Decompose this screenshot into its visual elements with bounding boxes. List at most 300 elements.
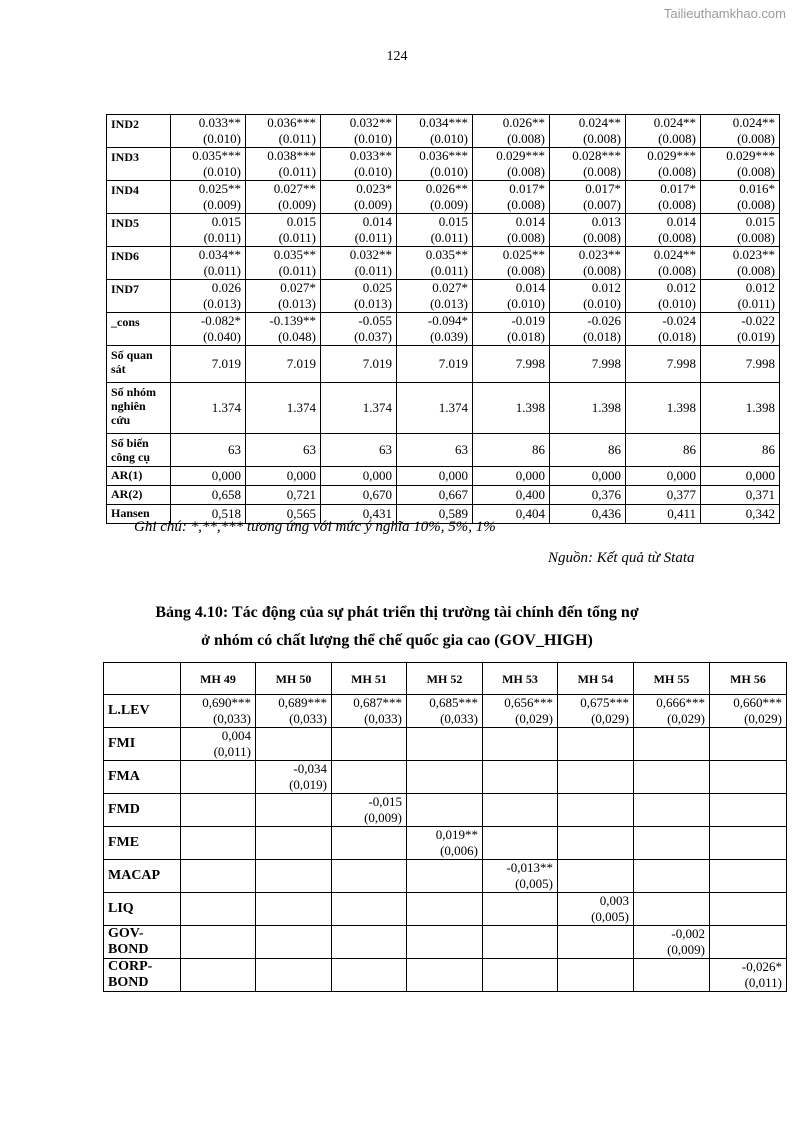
coef-cell <box>246 313 321 346</box>
std-error: (0.010) <box>430 131 468 146</box>
coef-cell <box>332 959 407 992</box>
coef-cell <box>181 728 256 761</box>
coef-cell <box>332 827 407 860</box>
coef-cell <box>332 860 407 893</box>
regression-table-continued <box>106 114 780 524</box>
coef-cell <box>701 115 780 148</box>
stat-value: 0,411 <box>626 505 701 524</box>
coef-value: 0.026** <box>425 181 468 196</box>
row-label: Số quan sát <box>107 346 171 383</box>
coef-cell <box>710 794 787 827</box>
coef-cell <box>256 728 332 761</box>
coef-value: 0.012 <box>745 280 775 295</box>
stat-value: 0,431 <box>321 505 397 524</box>
coef-cell <box>558 728 634 761</box>
std-error: (0.013) <box>278 296 316 311</box>
coef-value: 0.015 <box>211 214 241 229</box>
row-label: FMD <box>104 794 181 827</box>
coef-cell <box>710 926 787 959</box>
coef-cell <box>407 827 483 860</box>
coef-cell <box>181 926 256 959</box>
std-error: (0,033) <box>364 711 402 726</box>
std-error: (0.011) <box>203 230 241 245</box>
table-row <box>104 728 787 761</box>
stat-value: 0,000 <box>171 467 246 486</box>
stat-row <box>107 486 780 505</box>
row-label: GOV-BOND <box>104 926 181 959</box>
coef-cell <box>397 181 473 214</box>
table-caption-line2: ở nhóm có chất lượng thể chế quốc gia cao (GOV_HIGH) <box>201 632 593 649</box>
row-label: IND4 <box>107 181 171 214</box>
coef-cell <box>483 827 558 860</box>
coef-value: 0.033** <box>349 148 392 163</box>
row-label: MACAP <box>104 860 181 893</box>
coef-cell <box>407 893 483 926</box>
coef-cell <box>558 893 634 926</box>
coef-cell <box>550 148 626 181</box>
stat-row <box>107 346 780 383</box>
coef-cell <box>483 695 558 728</box>
std-error: (0.008) <box>658 197 696 212</box>
row-label: Số nhóm nghiên cứu <box>107 383 171 434</box>
coef-cell <box>171 214 246 247</box>
coef-cell <box>407 695 483 728</box>
stat-value: 7.019 <box>321 346 397 383</box>
coef-value: 0.025 <box>362 280 392 295</box>
coef-cell <box>634 695 710 728</box>
table-row <box>104 761 787 794</box>
coef-value: -0,026* <box>741 959 782 974</box>
std-error: (0.008) <box>737 164 775 179</box>
coef-value: -0.055 <box>358 313 392 328</box>
coef-cell <box>626 247 701 280</box>
coef-cell <box>256 761 332 794</box>
coef-cell <box>321 313 397 346</box>
coef-cell <box>710 860 787 893</box>
std-error: (0.007) <box>583 197 621 212</box>
table-row <box>104 893 787 926</box>
coef-cell <box>634 860 710 893</box>
row-label: FME <box>104 827 181 860</box>
stat-value: 0,404 <box>473 505 550 524</box>
coef-cell <box>171 181 246 214</box>
std-error: (0.011) <box>278 263 316 278</box>
coef-value: -0,015 <box>368 794 402 809</box>
coef-value: 0.029*** <box>726 148 775 163</box>
std-error: (0.011) <box>430 263 468 278</box>
stat-value: 1.374 <box>171 383 246 434</box>
row-label: Hansen <box>107 505 171 524</box>
coef-cell <box>626 115 701 148</box>
coef-cell <box>550 280 626 313</box>
coef-cell <box>246 214 321 247</box>
coef-cell <box>473 214 550 247</box>
coef-cell <box>550 181 626 214</box>
coef-value: 0.029*** <box>496 148 545 163</box>
coef-value: 0,685*** <box>429 695 478 710</box>
coef-cell <box>626 313 701 346</box>
coef-value: 0.023** <box>732 247 775 262</box>
coef-cell <box>710 695 787 728</box>
row-label: FMA <box>104 761 181 794</box>
row-label: IND2 <box>107 115 171 148</box>
std-error: (0.011) <box>278 164 316 179</box>
coef-cell <box>473 181 550 214</box>
coef-cell <box>397 148 473 181</box>
coef-cell <box>473 115 550 148</box>
std-error: (0,029) <box>515 711 553 726</box>
std-error: (0.011) <box>430 230 468 245</box>
coef-cell <box>256 959 332 992</box>
coef-value: 0.034*** <box>419 115 468 130</box>
std-error: (0,011) <box>213 744 251 759</box>
coef-cell <box>332 761 407 794</box>
std-error: (0,005) <box>591 909 629 924</box>
coef-cell <box>181 893 256 926</box>
stat-value: 0,342 <box>701 505 780 524</box>
coef-value: -0,002 <box>671 926 705 941</box>
stat-value: 0,400 <box>473 486 550 505</box>
std-error: (0.018) <box>507 329 545 344</box>
table-row <box>107 214 780 247</box>
page-number: 124 <box>386 49 408 64</box>
stat-value: 0,721 <box>246 486 321 505</box>
coef-cell <box>332 926 407 959</box>
row-label: AR(2) <box>107 486 171 505</box>
row-label: CORP-BOND <box>104 959 181 992</box>
stat-value: 86 <box>701 434 780 467</box>
coef-cell <box>483 926 558 959</box>
std-error: (0.008) <box>583 131 621 146</box>
stat-value: 86 <box>473 434 550 467</box>
coef-cell <box>634 893 710 926</box>
std-error: (0,033) <box>213 711 251 726</box>
coef-cell <box>558 959 634 992</box>
row-label: Số biến công cụ <box>107 434 171 467</box>
std-error: (0.009) <box>354 197 392 212</box>
coef-value: -0.082* <box>200 313 241 328</box>
column-header: MH 53 <box>483 663 558 695</box>
std-error: (0.010) <box>203 131 241 146</box>
coef-cell <box>701 247 780 280</box>
coef-cell <box>256 926 332 959</box>
coef-cell <box>634 959 710 992</box>
table-note: Ghi chú: *,**,*** tương ứng với mức ý nghĩa 10%, 5%, 1% <box>134 519 496 535</box>
std-error: (0.037) <box>354 329 392 344</box>
std-error: (0.010) <box>203 164 241 179</box>
coef-value: 0.017* <box>585 181 621 196</box>
coef-cell <box>710 893 787 926</box>
stat-value: 63 <box>246 434 321 467</box>
gov-high-regression-table <box>103 662 787 992</box>
coef-cell <box>171 313 246 346</box>
coef-cell <box>256 893 332 926</box>
std-error: (0.008) <box>658 131 696 146</box>
stat-value: 0,518 <box>171 505 246 524</box>
coef-cell <box>558 860 634 893</box>
coef-value: 0,003 <box>599 893 629 908</box>
coef-cell <box>701 148 780 181</box>
row-label: LIQ <box>104 893 181 926</box>
std-error: (0,009) <box>667 942 705 957</box>
std-error: (0.039) <box>430 329 468 344</box>
std-error: (0,029) <box>744 711 782 726</box>
coef-cell <box>473 148 550 181</box>
coef-cell <box>321 247 397 280</box>
coef-value: 0.036*** <box>419 148 468 163</box>
std-error: (0.011) <box>354 263 392 278</box>
coef-value: -0.094* <box>427 313 468 328</box>
table-row <box>104 926 787 959</box>
coef-cell <box>710 959 787 992</box>
coef-value: 0.027** <box>273 181 316 196</box>
std-error: (0.010) <box>583 296 621 311</box>
coef-cell <box>550 115 626 148</box>
row-label: IND7 <box>107 280 171 313</box>
std-error: (0.010) <box>354 131 392 146</box>
coef-value: 0.025** <box>198 181 241 196</box>
stat-value: 63 <box>397 434 473 467</box>
row-label: IND3 <box>107 148 171 181</box>
coef-cell <box>483 860 558 893</box>
std-error: (0.010) <box>658 296 696 311</box>
coef-value: 0,666*** <box>656 695 705 710</box>
table-row <box>107 280 780 313</box>
column-header: MH 51 <box>332 663 407 695</box>
stat-value: 7.998 <box>473 346 550 383</box>
std-error: (0,033) <box>440 711 478 726</box>
coef-cell <box>256 695 332 728</box>
coef-value: 0,675*** <box>580 695 629 710</box>
coef-cell <box>710 728 787 761</box>
std-error: (0.008) <box>658 263 696 278</box>
coef-cell <box>321 115 397 148</box>
std-error: (0.008) <box>737 230 775 245</box>
stat-value: 1.374 <box>397 383 473 434</box>
coef-value: 0.027* <box>432 280 468 295</box>
stat-row <box>107 467 780 486</box>
coef-value: 0.028*** <box>572 148 621 163</box>
row-label: IND5 <box>107 214 171 247</box>
coef-cell <box>246 181 321 214</box>
coef-cell <box>256 860 332 893</box>
coef-value: -0.019 <box>511 313 545 328</box>
row-label: _cons <box>107 313 171 346</box>
std-error: (0.018) <box>658 329 696 344</box>
std-error: (0,033) <box>289 711 327 726</box>
coef-value: 0.029*** <box>647 148 696 163</box>
table-row <box>104 695 787 728</box>
coef-cell <box>407 761 483 794</box>
std-error: (0,009) <box>364 810 402 825</box>
coef-cell <box>181 959 256 992</box>
coef-value: 0.032** <box>349 247 392 262</box>
coef-value: 0,660*** <box>733 695 782 710</box>
table-source: Nguồn: Kết quả từ Stata <box>548 550 695 566</box>
coef-cell <box>626 280 701 313</box>
std-error: (0.008) <box>658 164 696 179</box>
coef-cell <box>321 280 397 313</box>
table-row <box>104 959 787 992</box>
coef-cell <box>397 280 473 313</box>
coef-cell <box>710 827 787 860</box>
std-error: (0,019) <box>289 777 327 792</box>
std-error: (0.008) <box>507 131 545 146</box>
coef-cell <box>246 280 321 313</box>
std-error: (0.008) <box>583 263 621 278</box>
coef-cell <box>483 893 558 926</box>
std-error: (0.008) <box>737 263 775 278</box>
coef-cell <box>181 695 256 728</box>
column-header: MH 52 <box>407 663 483 695</box>
coef-value: 0.023** <box>578 247 621 262</box>
coef-value: 0.035*** <box>192 148 241 163</box>
coef-value: 0.015 <box>745 214 775 229</box>
table-row <box>107 181 780 214</box>
coef-cell <box>626 181 701 214</box>
std-error: (0.013) <box>354 296 392 311</box>
stat-value: 1.398 <box>550 383 626 434</box>
stat-value: 0,000 <box>626 467 701 486</box>
coef-cell <box>634 761 710 794</box>
coef-value: 0,656*** <box>504 695 553 710</box>
coef-cell <box>332 794 407 827</box>
stat-value: 1.398 <box>626 383 701 434</box>
stat-value: 63 <box>321 434 397 467</box>
stat-value: 0,565 <box>246 505 321 524</box>
coef-value: 0.012 <box>666 280 696 295</box>
coef-cell <box>332 695 407 728</box>
coef-cell <box>558 926 634 959</box>
coef-cell <box>321 214 397 247</box>
column-header: MH 50 <box>256 663 332 695</box>
stat-value: 0,000 <box>246 467 321 486</box>
coef-cell <box>558 761 634 794</box>
coef-value: 0.035** <box>273 247 316 262</box>
coef-cell <box>550 214 626 247</box>
std-error: (0,011) <box>744 975 782 990</box>
std-error: (0.009) <box>203 197 241 212</box>
coef-cell <box>256 794 332 827</box>
coef-cell <box>701 313 780 346</box>
std-error: (0.008) <box>583 230 621 245</box>
stat-value: 0,436 <box>550 505 626 524</box>
table-row <box>104 860 787 893</box>
coef-cell <box>473 247 550 280</box>
stat-value: 86 <box>626 434 701 467</box>
row-label: FMI <box>104 728 181 761</box>
std-error: (0.013) <box>203 296 241 311</box>
coef-value: 0.013 <box>591 214 621 229</box>
coef-value: 0.024** <box>732 115 775 130</box>
stat-value: 0,000 <box>701 467 780 486</box>
row-label: AR(1) <box>107 467 171 486</box>
stat-value: 0,589 <box>397 505 473 524</box>
stat-value: 0,000 <box>397 467 473 486</box>
stat-value: 7.019 <box>397 346 473 383</box>
coef-cell <box>634 926 710 959</box>
column-header: MH 54 <box>558 663 634 695</box>
coef-value: 0.017* <box>660 181 696 196</box>
coef-cell <box>483 761 558 794</box>
table-row <box>107 313 780 346</box>
std-error: (0.048) <box>278 329 316 344</box>
stat-value: 1.398 <box>473 383 550 434</box>
coef-cell <box>181 860 256 893</box>
std-error: (0,005) <box>515 876 553 891</box>
coef-value: -0.026 <box>587 313 621 328</box>
coef-cell <box>397 115 473 148</box>
coef-cell <box>181 827 256 860</box>
coef-cell <box>473 280 550 313</box>
coef-cell <box>171 115 246 148</box>
coef-cell <box>181 761 256 794</box>
std-error: (0.011) <box>278 131 316 146</box>
stat-value: 63 <box>171 434 246 467</box>
coef-value: 0,689*** <box>278 695 327 710</box>
std-error: (0.008) <box>737 131 775 146</box>
coef-value: 0.027* <box>280 280 316 295</box>
coef-value: 0.026** <box>502 115 545 130</box>
coef-cell <box>171 148 246 181</box>
coef-cell <box>397 313 473 346</box>
std-error: (0.011) <box>203 263 241 278</box>
std-error: (0.010) <box>430 164 468 179</box>
row-label: L.LEV <box>104 695 181 728</box>
coef-cell <box>558 794 634 827</box>
coef-value: 0.036*** <box>267 115 316 130</box>
coef-value: -0,034 <box>293 761 327 776</box>
stat-value: 7.019 <box>171 346 246 383</box>
coef-cell <box>407 794 483 827</box>
std-error: (0.011) <box>278 230 316 245</box>
column-header: MH 56 <box>710 663 787 695</box>
table-row <box>104 794 787 827</box>
coef-cell <box>332 728 407 761</box>
std-error: (0.008) <box>507 164 545 179</box>
std-error: (0.040) <box>203 329 241 344</box>
coef-value: 0,687*** <box>353 695 402 710</box>
coef-value: 0,004 <box>221 728 251 743</box>
coef-cell <box>256 827 332 860</box>
row-label: IND6 <box>107 247 171 280</box>
table-row <box>107 115 780 148</box>
coef-cell <box>171 247 246 280</box>
coef-value: 0.014 <box>666 214 696 229</box>
stat-value: 0,000 <box>321 467 397 486</box>
column-header: MH 55 <box>634 663 710 695</box>
coef-cell <box>483 959 558 992</box>
coef-cell <box>634 827 710 860</box>
coef-value: 0.024** <box>578 115 621 130</box>
coef-cell <box>626 214 701 247</box>
coef-cell <box>550 313 626 346</box>
std-error: (0.008) <box>507 230 545 245</box>
coef-cell <box>701 280 780 313</box>
stat-value: 0,000 <box>550 467 626 486</box>
coef-value: 0.025** <box>502 247 545 262</box>
coef-cell <box>558 827 634 860</box>
coef-cell <box>473 313 550 346</box>
coef-value: 0.014 <box>515 280 545 295</box>
coef-value: 0.026 <box>211 280 241 295</box>
coef-value: -0,013** <box>506 860 553 875</box>
coef-cell <box>483 794 558 827</box>
stat-value: 7.019 <box>246 346 321 383</box>
coef-value: 0.038*** <box>267 148 316 163</box>
std-error: (0.013) <box>430 296 468 311</box>
std-error: (0.009) <box>430 197 468 212</box>
